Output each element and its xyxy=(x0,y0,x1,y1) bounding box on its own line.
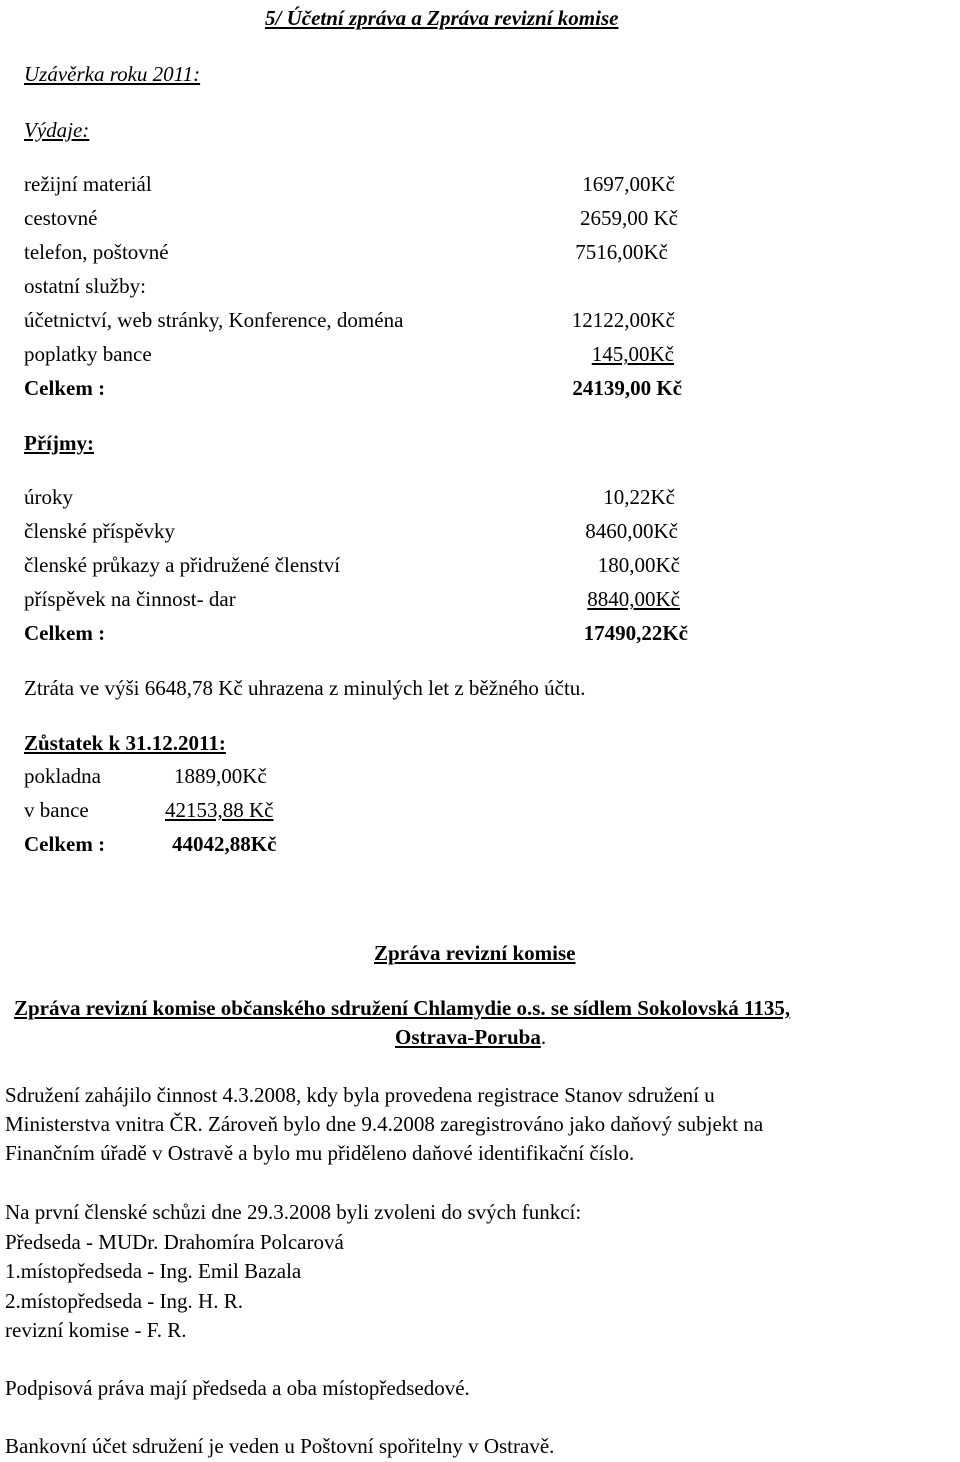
expenses-total-amount: 24139,00 Kč xyxy=(572,376,682,400)
income-amount: 10,22Kč xyxy=(603,485,675,509)
paragraph-line: Finančním úřadě v Ostravě a bylo mu přiděleno daňové identifikační číslo. xyxy=(5,1141,635,1165)
expense-amount: 145,00Kč xyxy=(591,342,674,366)
paragraph-line: Předseda - MUDr. Drahomíra Polcarová xyxy=(5,1230,344,1254)
balance-total-label: Celkem : xyxy=(24,832,106,856)
expense-amount: 2659,00 Kč xyxy=(580,206,678,230)
expense-label: cestovné xyxy=(24,206,98,230)
income-label: úroky xyxy=(24,485,73,509)
paragraph-line: Sdružení zahájilo činnost 4.3.2008, kdy byla provedena registrace Stanov sdružení u xyxy=(5,1083,715,1107)
audit-location-period: . xyxy=(540,1025,547,1049)
expenses-total-label: Celkem : xyxy=(24,376,106,400)
income-amount: 8460,00Kč xyxy=(585,519,678,543)
expense-label: telefon, poštovné xyxy=(24,240,169,264)
income-label: členské příspěvky xyxy=(24,519,176,543)
expense-label: poplatky bance xyxy=(24,342,152,366)
bank-account: Bankovní účet sdružení je veden u Poštovní spořitelny v Ostravě. xyxy=(5,1434,555,1458)
expense-label: režijní materiál xyxy=(24,172,152,196)
paragraph-line: 2.místopředseda - Ing. H. R. xyxy=(5,1289,243,1313)
balance-label: v bance xyxy=(24,798,89,822)
loss-note: Ztráta ve výši 6648,78 Kč uhrazena z minulých let z běžného účtu. xyxy=(24,676,586,700)
signature-rights: Podpisová práva mají předseda a oba místopředsedové. xyxy=(5,1376,470,1400)
balance-amount: 1889,00Kč xyxy=(174,764,267,788)
income-heading: Příjmy: xyxy=(24,431,94,455)
audit-location: Ostrava-Poruba xyxy=(395,1025,541,1049)
expenses-heading: Výdaje: xyxy=(24,118,90,142)
income-amount: 8840,00Kč xyxy=(587,587,680,611)
expense-amount: 1697,00Kč xyxy=(582,172,675,196)
paragraph-line: Na první členské schůzi dne 29.3.2008 byli zvoleni do svých funkcí: xyxy=(5,1200,582,1224)
balance-label: pokladna xyxy=(24,764,101,788)
expense-label: účetnictví, web stránky, Konference, doména xyxy=(24,308,404,332)
income-label: příspěvek na činnost- dar xyxy=(24,587,236,611)
expense-label: ostatní služby: xyxy=(24,274,146,298)
paragraph-line: revizní komise - F. R. xyxy=(5,1318,187,1342)
expense-amount: 7516,00Kč xyxy=(575,240,668,264)
income-total-amount: 17490,22Kč xyxy=(583,621,688,645)
audit-subheading-line2 xyxy=(395,1025,546,1049)
paragraph-line: Ministerstva vnitra ČR. Zároveň bylo dne 9.4.2008 zaregistrováno jako daňový subjekt na xyxy=(5,1112,764,1136)
audit-subheading: Zpráva revizní komise občanského sdružení Chlamydie o.s. se sídlem Sokolovská 1135, xyxy=(14,996,791,1020)
balance-amount: 42153,88 Kč xyxy=(165,798,274,822)
paragraph-line: 1.místopředseda - Ing. Emil Bazala xyxy=(5,1259,302,1283)
expense-amount: 12122,00Kč xyxy=(571,308,675,332)
balance-heading: Zůstatek k 31.12.2011: xyxy=(24,731,226,755)
balance-total-amount: 44042,88Kč xyxy=(172,832,277,856)
closing-heading: Uzávěrka roku 2011: xyxy=(24,62,201,86)
audit-heading: Zpráva revizní komise xyxy=(374,941,576,965)
income-amount: 180,00Kč xyxy=(597,553,680,577)
income-total-label: Celkem : xyxy=(24,621,106,645)
income-label: členské průkazy a přidružené členství xyxy=(24,553,341,577)
document-title: 5/ Účetní zpráva a Zpráva revizní komise xyxy=(265,6,619,30)
